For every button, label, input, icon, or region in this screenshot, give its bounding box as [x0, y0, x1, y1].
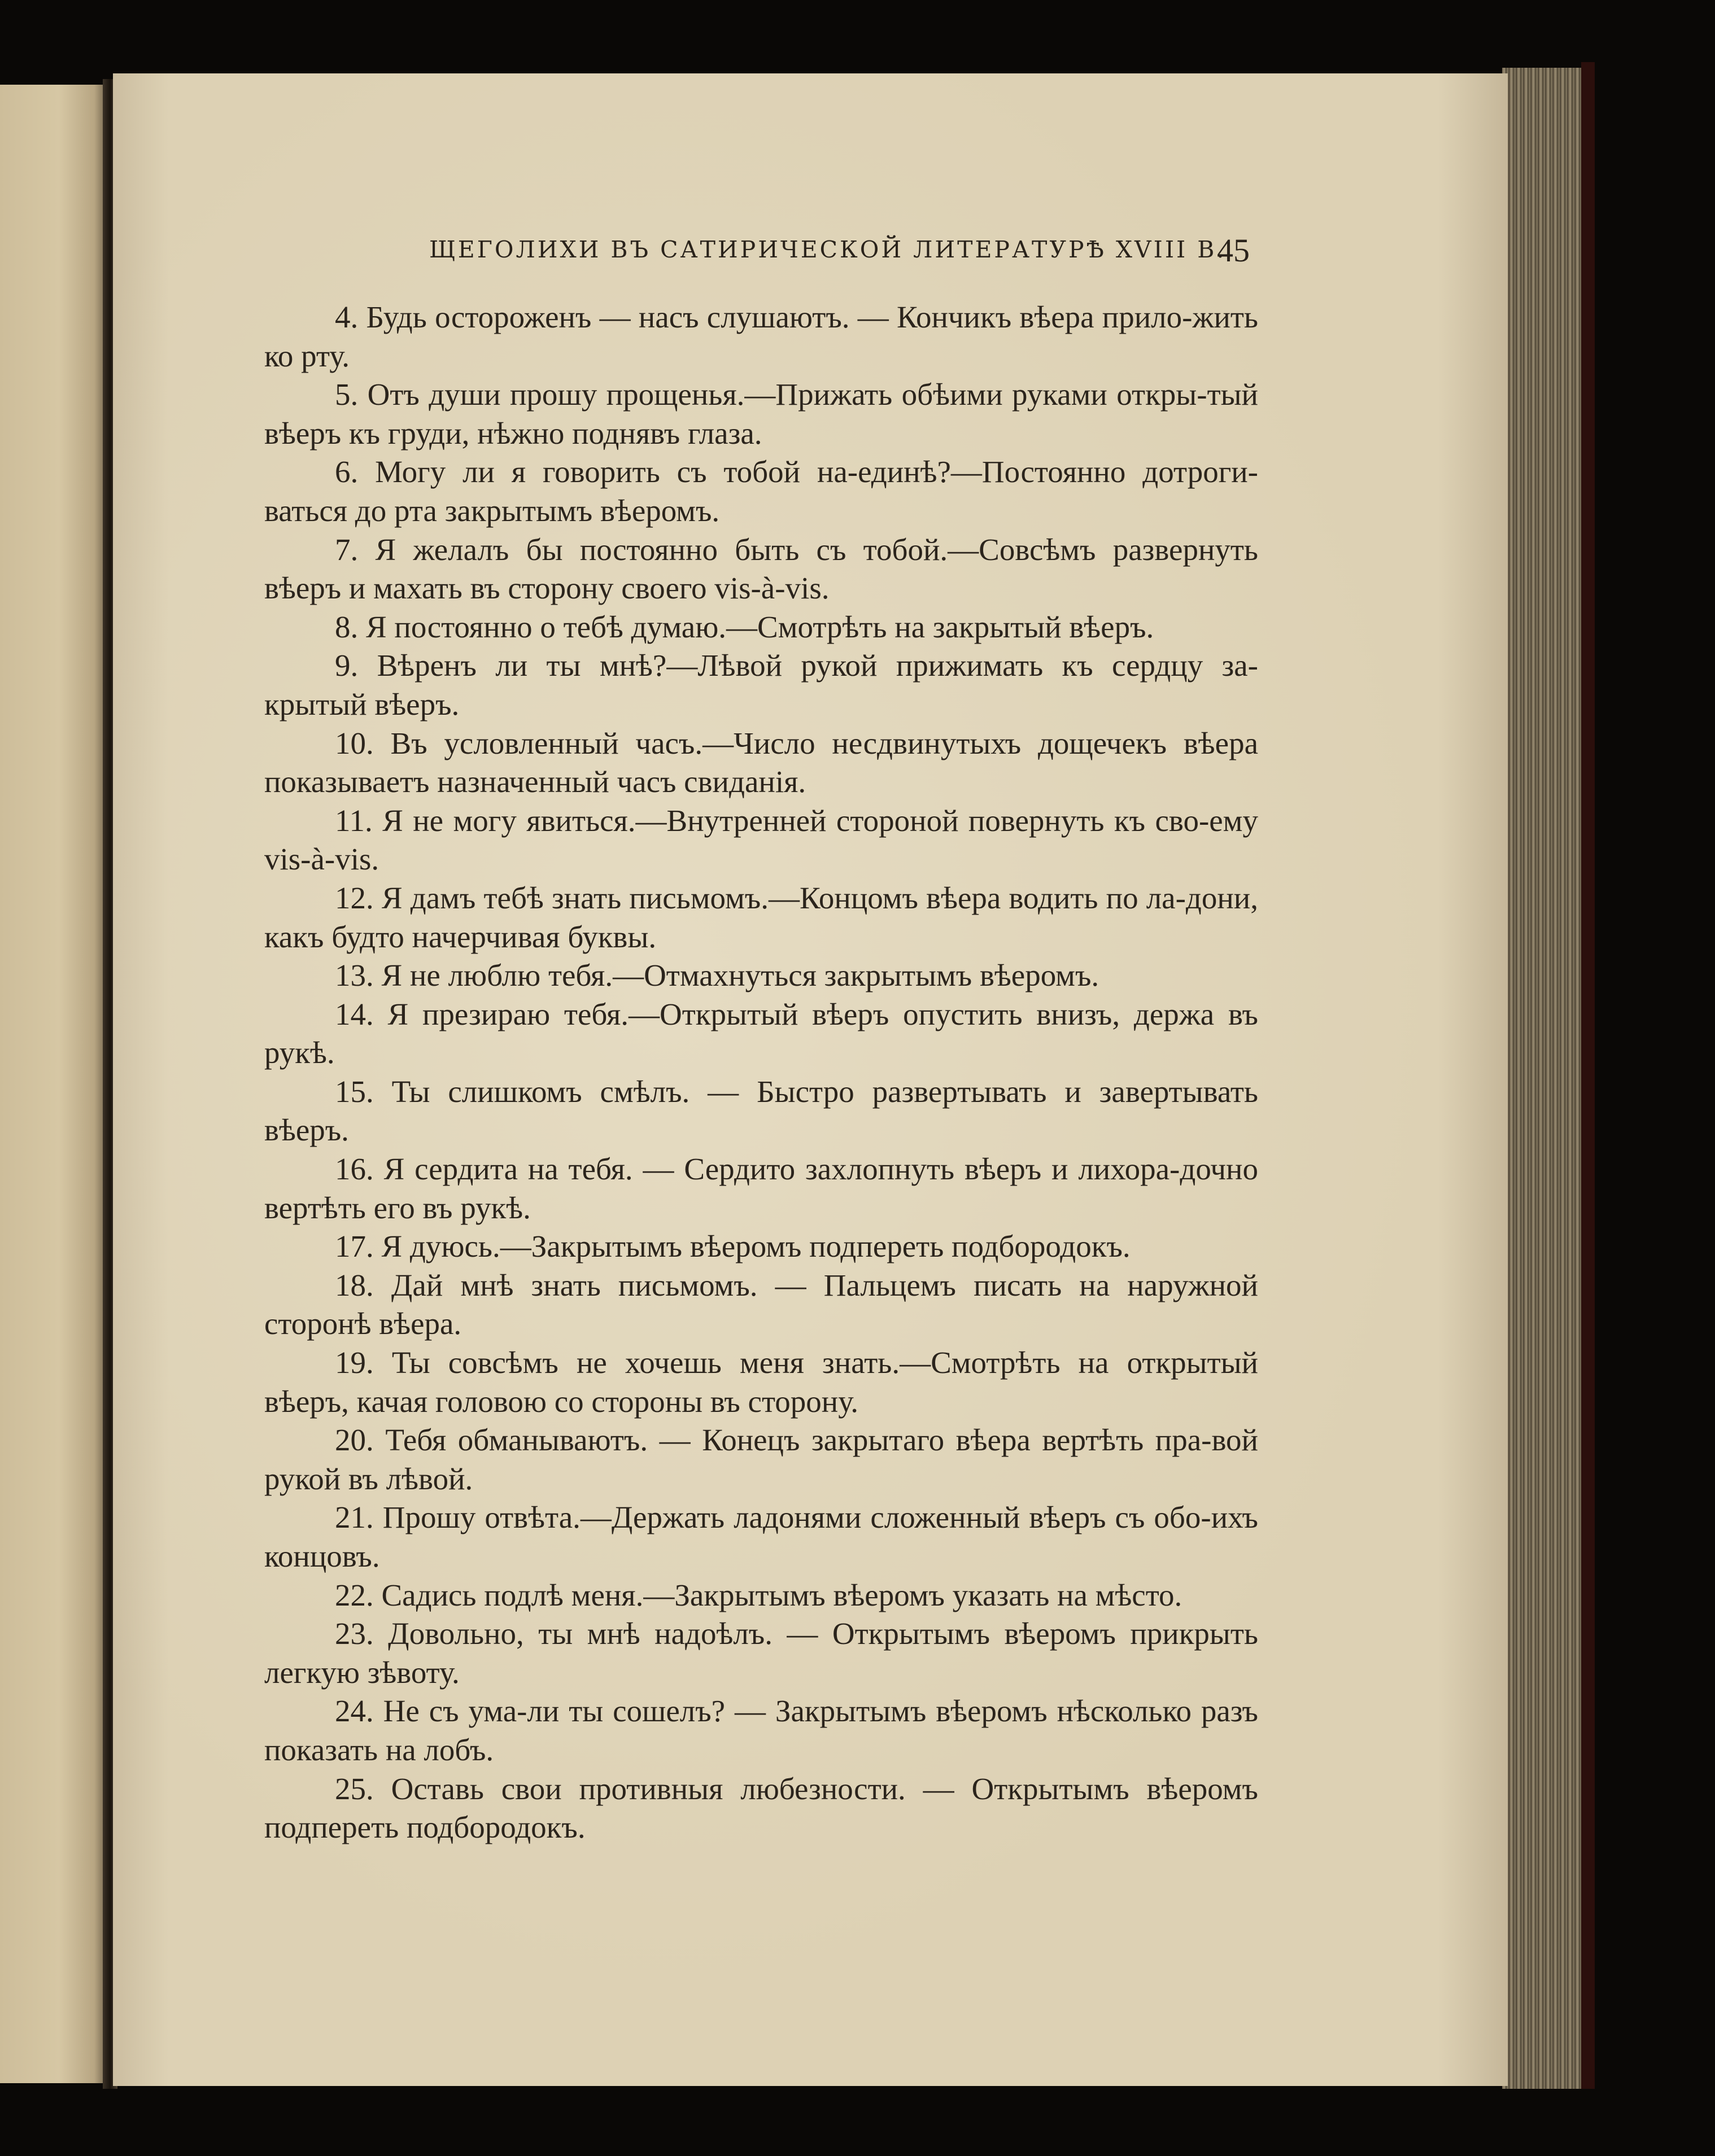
paragraph: 18. Дай мнѣ знать письмомъ. — Пальцемъ писать на наружной сторонѣ вѣера.: [264, 1267, 1258, 1341]
paragraph: 22. Садись подлѣ меня.—Закрытымъ вѣеромъ указать на мѣсто.: [335, 1577, 1182, 1612]
paragraph: 17. Я дуюсь.—Закрытымъ вѣеромъ подпереть подбородокъ.: [335, 1229, 1131, 1264]
paragraph: 7. Я желалъ бы постоянно быть съ тобой.—Совсѣмъ развернуть вѣеръ и махать въ сторону своего vis-à-vis.: [264, 532, 1258, 606]
paragraph: 16. Я сердита на тебя. — Сердито захлопнуть вѣеръ и лихора-дочно вертѣть его въ рукѣ.: [264, 1152, 1258, 1225]
paragraph: 5. Отъ души прошу прощенья.—Прижать обѣими руками откры-тый вѣеръ къ груди, нѣжно поднявъ глаза.: [264, 377, 1258, 451]
paragraph: 9. Вѣренъ ли ты мнѣ?—Лѣвой рукой прижимать къ сердцу за-крытый вѣеръ.: [264, 648, 1258, 721]
cover-edge: [1581, 62, 1595, 2089]
page-number: 45: [1217, 232, 1250, 269]
paragraph: 6. Могу ли я говорить съ тобой на-единѣ?—Постоянно дотроги-ваться до рта закрытымъ вѣеромъ.: [264, 454, 1258, 528]
paragraph: 8. Я постоянно о тебѣ думаю.—Смотрѣть на закрытый вѣеръ.: [335, 609, 1154, 644]
body-text: [264, 298, 1258, 1847]
paragraph: 15. Ты слишкомъ смѣлъ. — Быстро развертывать и завертывать вѣеръ.: [264, 1074, 1258, 1148]
page-edges: [1502, 68, 1587, 2089]
running-head: ЩЕГОЛИХИ ВЪ САТИРИЧЕСКОЙ ЛИТЕРАТУРѢ XVIII В.: [429, 236, 1227, 263]
paragraph: 24. Не съ ума-ли ты сошелъ? — Закрытымъ вѣеромъ нѣсколько разъ показать на лобъ.: [264, 1694, 1258, 1767]
paragraph: 25. Оставь свои противныя любезности. — Открытымъ вѣеромъ подпереть подбородокъ.: [264, 1771, 1258, 1845]
paragraph: 11. Я не могу явиться.—Внутренней стороной повернуть къ сво-ему vis-à-vis.: [264, 803, 1258, 877]
paragraph: 21. Прошу отвѣта.—Держать ладонями сложенный вѣеръ съ обо-ихъ концовъ.: [264, 1500, 1258, 1573]
paragraph: 23. Довольно, ты мнѣ надоѣлъ. — Открытымъ вѣеромъ прикрыть легкую зѣвоту.: [264, 1616, 1258, 1690]
left-page-edge: [0, 85, 107, 2083]
paragraph: 14. Я презираю тебя.—Открытый вѣеръ опустить внизъ, держа въ рукѣ.: [264, 996, 1258, 1070]
paragraph: 12. Я дамъ тебѣ знать письмомъ.—Концомъ вѣера водить по ла-дони, какъ будто начерчивая буквы.: [264, 880, 1258, 954]
paragraph: 10. Въ условленный часъ.—Число несдвинутыхъ дощечекъ вѣера показываетъ назначенный часъ свиданія.: [264, 725, 1258, 799]
paragraph: 13. Я не люблю тебя.—Отмахнуться закрытымъ вѣеромъ.: [335, 958, 1099, 993]
paragraph: 4. Будь остороженъ — насъ слушаютъ. — Кончикъ вѣера прило-жить ко рту.: [264, 300, 1258, 373]
paragraph: 19. Ты совсѣмъ не хочешь меня знать.—Смотрѣть на открытый вѣеръ, качая головою со стороны въ сторону.: [264, 1345, 1258, 1419]
paragraph: 20. Тебя обманываютъ. — Конецъ закрытаго вѣера вертѣть пра-вой рукой въ лѣвой.: [264, 1423, 1258, 1496]
